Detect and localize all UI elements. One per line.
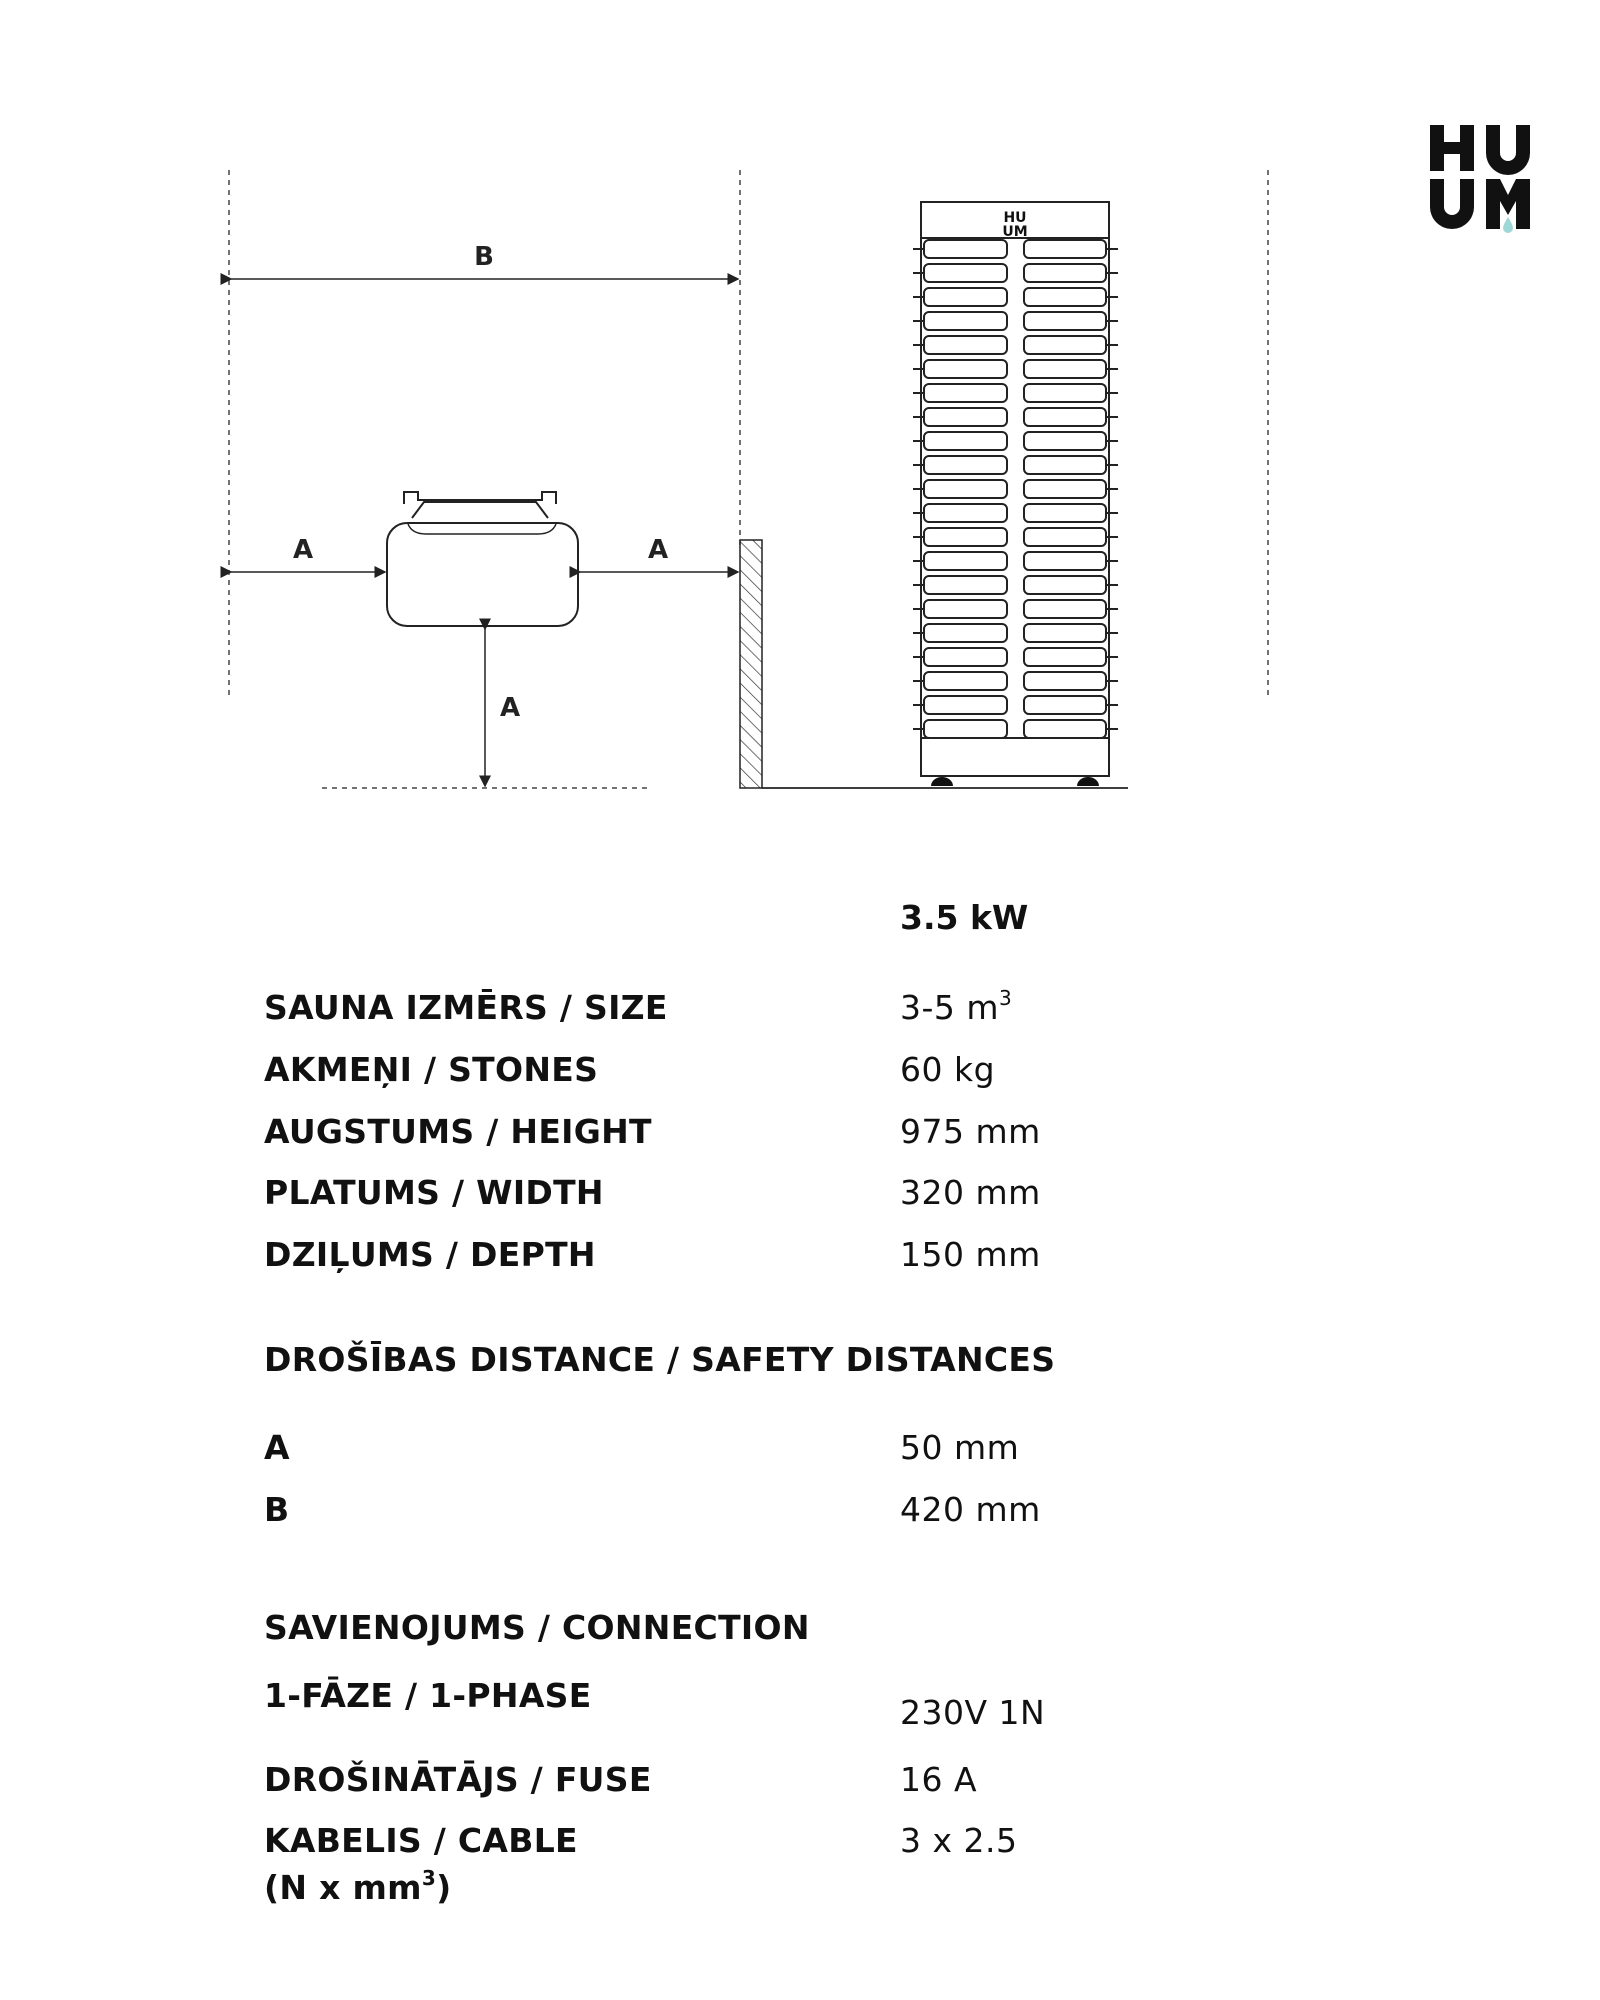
heater-slat xyxy=(1024,480,1106,498)
connection-phase-label: 1-FĀZE / 1-PHASE xyxy=(264,1676,592,1715)
dimension-b-label: B xyxy=(474,242,494,272)
heater-slat xyxy=(1024,360,1106,378)
spec-width-label: PLATUMS / WIDTH xyxy=(264,1173,604,1212)
heater-slat xyxy=(924,600,1007,618)
spec-height-value: 975 mm xyxy=(900,1112,1041,1151)
heater-slat xyxy=(1024,576,1106,594)
heater-slat xyxy=(1024,672,1106,690)
wall-section xyxy=(740,540,762,788)
connection-fuse-label: DROŠINĀTĀJS / FUSE xyxy=(264,1760,652,1799)
heater-slat xyxy=(924,552,1007,570)
spec-stones-label: AKMEŅI / STONES xyxy=(264,1050,599,1089)
heater-slat xyxy=(924,408,1007,426)
heater-slat xyxy=(1024,528,1106,546)
dimension-a-bottom-label: A xyxy=(499,693,521,723)
spec-size-value: 3-5 $m^3$ xyxy=(900,986,1013,1027)
heater-slat xyxy=(1024,504,1106,522)
power-rating: 3.5 kW xyxy=(900,898,1029,937)
dimension-a-right-label: A xyxy=(647,535,669,565)
connection-heading: SAVIENOJUMS / CONNECTION xyxy=(264,1608,810,1647)
heater-slat xyxy=(924,456,1007,474)
heater-top-view xyxy=(387,492,580,626)
heater-slat xyxy=(924,696,1007,714)
heater-slat xyxy=(924,528,1007,546)
safety-b-label: B xyxy=(264,1490,290,1529)
connection-cable-label: KABELIS / CABLE xyxy=(264,1821,578,1860)
connection-cable-value: 3 x 2.5 xyxy=(900,1821,1018,1860)
heater-slat xyxy=(1024,336,1106,354)
heater-slat xyxy=(1024,384,1106,402)
safety-b-value: 420 mm xyxy=(900,1490,1041,1529)
heater-slat xyxy=(1024,240,1106,258)
heater-slat xyxy=(924,480,1007,498)
heater-slat xyxy=(1024,600,1106,618)
spec-depth-label: DZIĻUMS / DEPTH xyxy=(264,1235,596,1274)
safety-a-value: 50 mm xyxy=(900,1428,1020,1467)
heater-slat xyxy=(1024,264,1106,282)
spec-depth-value: 150 mm xyxy=(900,1235,1041,1274)
heater-slat xyxy=(924,240,1007,258)
heater-slat xyxy=(1024,648,1106,666)
connection-cable-unit: (N x $mm^3$) xyxy=(264,1866,452,1907)
heater-slat xyxy=(924,384,1007,402)
heater-slat xyxy=(1024,624,1106,642)
safety-distance-diagram xyxy=(0,0,1600,820)
svg-text:HU: HU xyxy=(1003,210,1027,226)
safety-heading: DROŠĪBAS DISTANCE / SAFETY DISTANCES xyxy=(264,1340,1056,1379)
heater-slat xyxy=(924,624,1007,642)
spec-width-value: 320 mm xyxy=(900,1173,1041,1212)
heater-slat xyxy=(924,312,1007,330)
connection-phase-value: 230V 1N xyxy=(900,1693,1046,1732)
heater-slat xyxy=(924,432,1007,450)
heater-slat xyxy=(1024,552,1106,570)
heater-slat xyxy=(1024,408,1106,426)
heater-slat xyxy=(1024,696,1106,714)
heater-slat xyxy=(1024,288,1106,306)
heater-slat xyxy=(924,720,1007,738)
heater-slat xyxy=(1024,720,1106,738)
dimension-a-left-label: A xyxy=(292,535,314,565)
svg-text:UM: UM xyxy=(1002,224,1028,240)
heater-slat xyxy=(924,360,1007,378)
spec-stones-value: 60 kg xyxy=(900,1050,996,1089)
heater-slat xyxy=(924,336,1007,354)
heater-slat xyxy=(924,288,1007,306)
safety-a-label: A xyxy=(264,1428,290,1467)
connection-fuse-value: 16 A xyxy=(900,1760,978,1799)
heater-slat xyxy=(1024,312,1106,330)
heater-front-view xyxy=(913,202,1118,786)
heater-slat xyxy=(924,648,1007,666)
heater-slat xyxy=(1024,456,1106,474)
heater-slat xyxy=(924,264,1007,282)
heater-slat xyxy=(924,504,1007,522)
heater-slat xyxy=(924,672,1007,690)
spec-height-label: AUGSTUMS / HEIGHT xyxy=(264,1112,652,1151)
heater-slat xyxy=(1024,432,1106,450)
spec-size-label: SAUNA IZMĒRS / SIZE xyxy=(264,988,668,1027)
heater-slat xyxy=(924,576,1007,594)
